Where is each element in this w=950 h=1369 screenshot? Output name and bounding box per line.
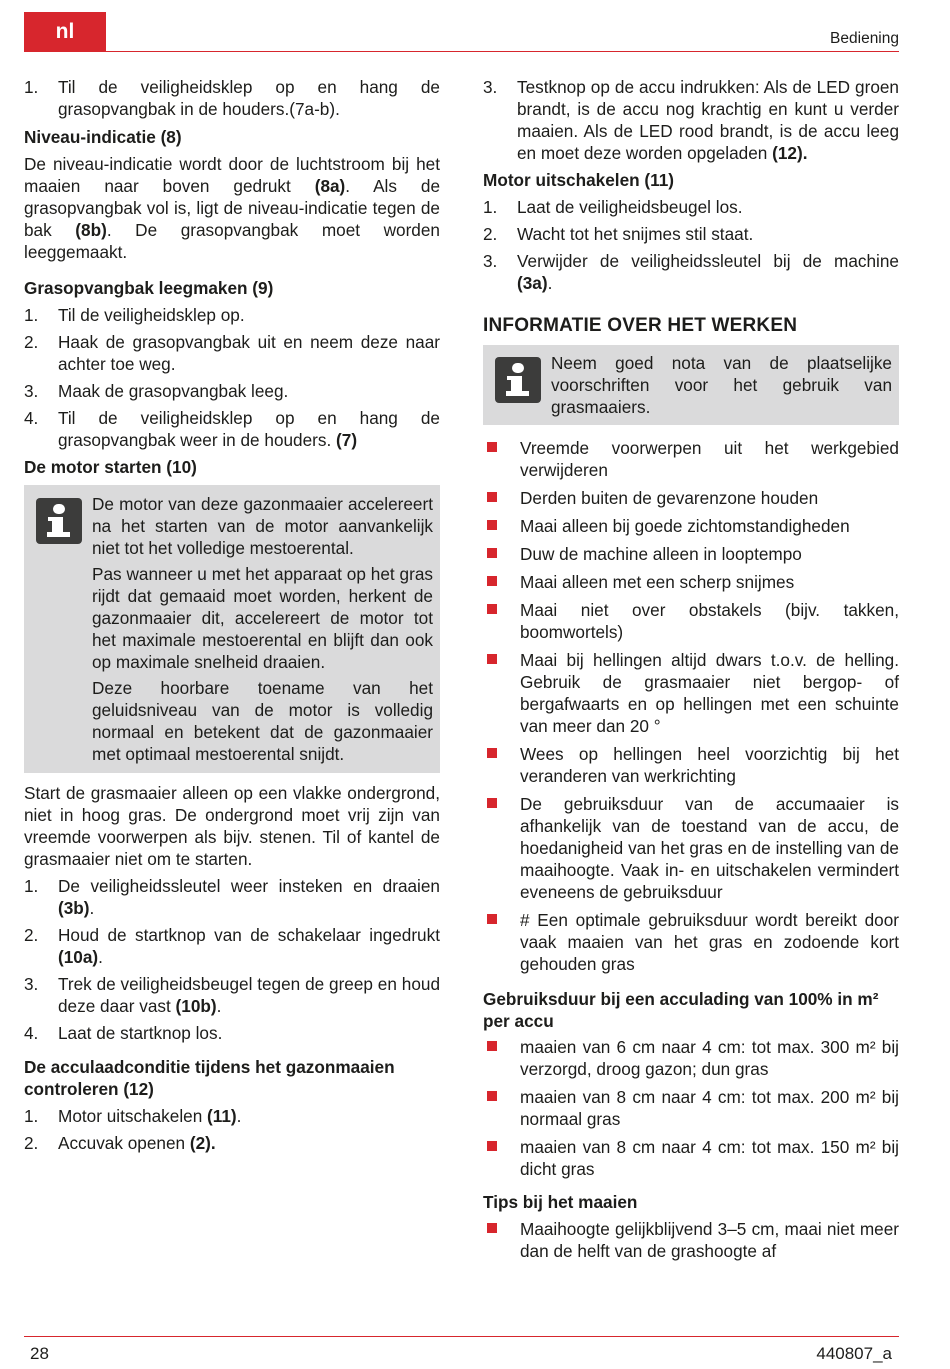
red-square-bullet-icon — [487, 576, 497, 586]
step-text: Laat de veiligheidsbeugel los. — [517, 197, 743, 217]
tips-list — [483, 1218, 899, 1262]
step-text: Til de veiligheidsklep op en hang de grasopvangbak in de houders.(7a-b). — [58, 77, 440, 119]
bullet-text: # Een optimale gebruiksduur wordt bereikt door vaak maaien van het gras en zodoende kort gehouden gras — [520, 910, 899, 974]
leeg-steps — [24, 304, 440, 451]
step-text: Houd de startknop van de schakelaar ingedrukt — [58, 925, 440, 945]
list-item — [483, 1036, 899, 1080]
start-heading: De motor starten (10) — [24, 457, 197, 477]
page-number: 28 — [30, 1344, 49, 1363]
right-column — [483, 76, 899, 1268]
step-end: . — [236, 1106, 242, 1126]
list-item — [483, 487, 899, 509]
bullet-text: Duw de machine alleen in looptempo — [520, 544, 802, 564]
info-paragraph: De motor van deze gazonmaaier accelereert na het starten van de motor aanvankelijk niet tot het volledige mestoerental. — [92, 494, 433, 558]
bullet-text: De gebruiksduur van de accumaaier is afhankelijk van de toestand van de accu, de hoedanigheid van het gras en de instelling van de maaihoogte. Vaak in- en uitschakelen vermindert eveneens de gebruiksduur — [520, 794, 899, 902]
step-text: Accuvak openen — [58, 1133, 190, 1153]
niveau-paragraph — [24, 153, 440, 263]
bullet-text: Wees op hellingen heel voorzichtig bij het veranderen van werkrichting — [520, 744, 899, 786]
step-number: 4. — [24, 1023, 39, 1043]
list-item — [483, 743, 899, 787]
red-square-bullet-icon — [487, 548, 497, 558]
list-item — [24, 973, 440, 1017]
red-square-bullet-icon — [487, 442, 497, 452]
step-text: Til de veiligheidsklep op en hang de grasopvangbak weer in de houders. — [58, 408, 440, 450]
niveau-heading: Niveau-indicatie (8) — [24, 127, 182, 147]
list-item — [24, 1105, 440, 1127]
step-ref: (3a) — [517, 273, 548, 293]
step-number: 4. — [24, 408, 39, 428]
motor-steps — [483, 196, 899, 294]
list-item — [483, 1218, 899, 1262]
info-icon — [495, 357, 541, 403]
step-number: 1. — [24, 876, 39, 896]
bullet-text: maaien van 8 cm naar 4 cm: tot max. 200 m² bij normaal gras — [520, 1087, 899, 1129]
step-end: . — [89, 898, 95, 918]
niveau-text-1: De niveau-indicatie wordt door de luchtstroom bij het maaien naar boven gedrukt — [24, 154, 440, 196]
red-square-bullet-icon — [487, 1091, 497, 1101]
list-item — [24, 407, 440, 451]
step-number: 3. — [24, 381, 39, 401]
list-item — [24, 875, 440, 919]
list-item — [483, 909, 899, 975]
list-item — [483, 793, 899, 903]
list-item — [483, 515, 899, 537]
step-end: . — [98, 947, 103, 967]
step-number: 1. — [24, 77, 39, 97]
red-square-bullet-icon — [487, 604, 497, 614]
step-text: Laat de startknop los. — [58, 1023, 223, 1043]
step-number: 2. — [24, 332, 39, 352]
accu-heading: De acculaadconditie tijdens het gazonmaaien controleren (12) — [24, 1057, 395, 1099]
step-ref: (2). — [189, 1133, 216, 1153]
red-square-bullet-icon — [487, 1223, 497, 1233]
niveau-ref-8b: (8b) — [75, 220, 107, 240]
motor-heading: Motor uitschakelen (11) — [483, 170, 675, 190]
step-ref: (12). — [772, 143, 808, 163]
header-rule — [106, 51, 899, 52]
list-item — [483, 649, 899, 737]
red-square-bullet-icon — [487, 520, 497, 530]
red-square-bullet-icon — [487, 492, 497, 502]
list-item — [24, 1132, 440, 1154]
list-item — [483, 1136, 899, 1180]
step-ref: (7) — [336, 430, 358, 450]
step-text: De veiligheidssleutel weer insteken en draaien — [58, 876, 440, 896]
list-item — [483, 196, 899, 218]
bullet-text: Maai alleen met een scherp snijmes — [520, 572, 795, 592]
step-number: 3. — [483, 251, 498, 271]
list-item — [24, 304, 440, 326]
step-number: 2. — [483, 224, 498, 244]
bullet-text: Maai bij hellingen altijd dwars t.o.v. de helling. Gebruik de grasmaaier niet bergop- of bergafwaarts en op hellingen met een schuinte van meer dan 20 ° — [520, 650, 899, 736]
list-item — [483, 223, 899, 245]
red-square-bullet-icon — [487, 914, 497, 924]
info-box-rules — [483, 345, 899, 425]
language-tab: nl — [24, 12, 106, 52]
list-item — [24, 380, 440, 402]
list-item — [483, 571, 899, 593]
niveau-text-2: . Als de grasopvangbak vol is, ligt de niveau-indicatie tegen de bak — [24, 176, 441, 240]
bullet-text: maaien van 6 cm naar 4 cm: tot max. 300 m² bij verzorgd, droog gazon; dun gras — [520, 1037, 899, 1079]
step-number: 3. — [24, 974, 39, 994]
step-text: Haak de grasopvangbak uit en neem deze naar achter toe weg. — [58, 332, 440, 374]
list-item — [24, 1022, 440, 1044]
info-paragraph: Neem goed nota van de plaatselijke voorschriften voor het gebruik van grasmaaiers. — [551, 353, 892, 417]
list-item — [24, 331, 440, 375]
start-steps — [24, 875, 440, 1044]
work-rules-list — [483, 437, 899, 975]
duur-heading: Gebruiksduur bij een acculading van 100% in m² per accu — [483, 989, 879, 1031]
info-paragraph: Pas wanneer u met het apparaat op het gras rijdt dat gemaaid moet worden, herkent de gazonmaaier dit, accelereert de motor tot het maximale mestoerental en blijft dan ook op maximale snelheid draaien. — [92, 564, 433, 672]
bullet-text: Maai niet over obstakels (bijv. takken, boomwortels) — [520, 600, 899, 642]
bullet-text: Maai alleen bij goede zichtomstandigheden — [520, 516, 850, 536]
intro-steps — [24, 76, 440, 120]
info-icon — [36, 498, 82, 544]
step-end: . — [216, 996, 222, 1016]
list-item — [483, 543, 899, 565]
accu-steps-continued — [483, 76, 899, 164]
step-number: 3. — [483, 77, 498, 97]
start-paragraph: Start de grasmaaier alleen op een vlakke ondergrond, niet in hoog gras. De ondergrond moet vrij zijn van vreemde voorwerpen als bijv. stenen. Til of kantel de grasmaaier niet om te starten. — [24, 783, 440, 869]
info-section-heading: INFORMATIE OVER HET WERKEN — [483, 315, 798, 336]
step-ref: (10a) — [58, 947, 99, 967]
document-id: 440807_a — [816, 1344, 892, 1363]
list-item — [483, 437, 899, 481]
red-square-bullet-icon — [487, 1041, 497, 1051]
step-text: Til de veiligheidsklep op. — [58, 305, 245, 325]
bullet-text: Vreemde voorwerpen uit het werkgebied verwijderen — [520, 438, 899, 480]
leeg-heading: Grasopvangbak leegmaken (9) — [24, 278, 274, 298]
step-text: Maak de grasopvangbak leeg. — [58, 381, 289, 401]
bullet-text: maaien van 8 cm naar 4 cm: tot max. 150 m² bij dicht gras — [520, 1137, 899, 1179]
list-item — [24, 76, 440, 120]
section-title: Bediening — [830, 30, 899, 47]
niveau-text-3: . De grasopvangbak moet worden leeggemaakt. — [24, 220, 440, 262]
step-text: Trek de veiligheidsbeugel tegen de greep en houd deze daar vast — [58, 974, 440, 1016]
niveau-ref-8a: (8a) — [314, 176, 346, 196]
bullet-text: Maaihoogte gelijkblijvend 3–5 cm, maai niet meer dan de helft van de grashoogte af — [520, 1219, 899, 1261]
list-item — [483, 599, 899, 643]
step-text: Testknop op de accu indrukken: Als de LED groen brandt, is de accu nog krachtig en kunt u verder maaien. Als de LED rood brandt, is de accu leeg en moet deze worden opgeladen — [517, 77, 899, 163]
duur-list — [483, 1036, 899, 1180]
red-square-bullet-icon — [487, 654, 497, 664]
step-ref: (3b) — [58, 898, 90, 918]
footer-rule — [24, 1336, 899, 1337]
list-item — [483, 76, 899, 164]
red-square-bullet-icon — [487, 798, 497, 808]
left-column — [24, 76, 440, 1159]
step-number: 1. — [24, 1106, 39, 1126]
red-square-bullet-icon — [487, 1141, 497, 1151]
list-item — [483, 250, 899, 294]
tips-heading: Tips bij het maaien — [483, 1192, 638, 1212]
step-ref: (11) — [207, 1106, 237, 1126]
info-paragraph: Deze hoorbare toename van het geluidsniveau van de motor is volledig normaal en betekent dat de gazonmaaier met optimaal mestoerental snijdt. — [92, 678, 433, 764]
bullet-text: Derden buiten de gevarenzone houden — [520, 488, 819, 508]
step-text: Motor uitschakelen — [58, 1106, 208, 1126]
step-end: . — [547, 273, 553, 293]
step-number: 1. — [483, 197, 498, 217]
step-text: Wacht tot het snijmes stil staat. — [517, 224, 754, 244]
list-item — [24, 924, 440, 968]
accu-steps — [24, 1105, 440, 1154]
step-text: Verwijder de veiligheidssleutel bij de machine — [517, 251, 899, 271]
step-ref: (10b) — [175, 996, 217, 1016]
red-square-bullet-icon — [487, 748, 497, 758]
list-item — [483, 1086, 899, 1130]
step-number: 2. — [24, 925, 39, 945]
step-number: 2. — [24, 1133, 39, 1153]
info-box-start — [24, 485, 440, 773]
step-number: 1. — [24, 305, 39, 325]
